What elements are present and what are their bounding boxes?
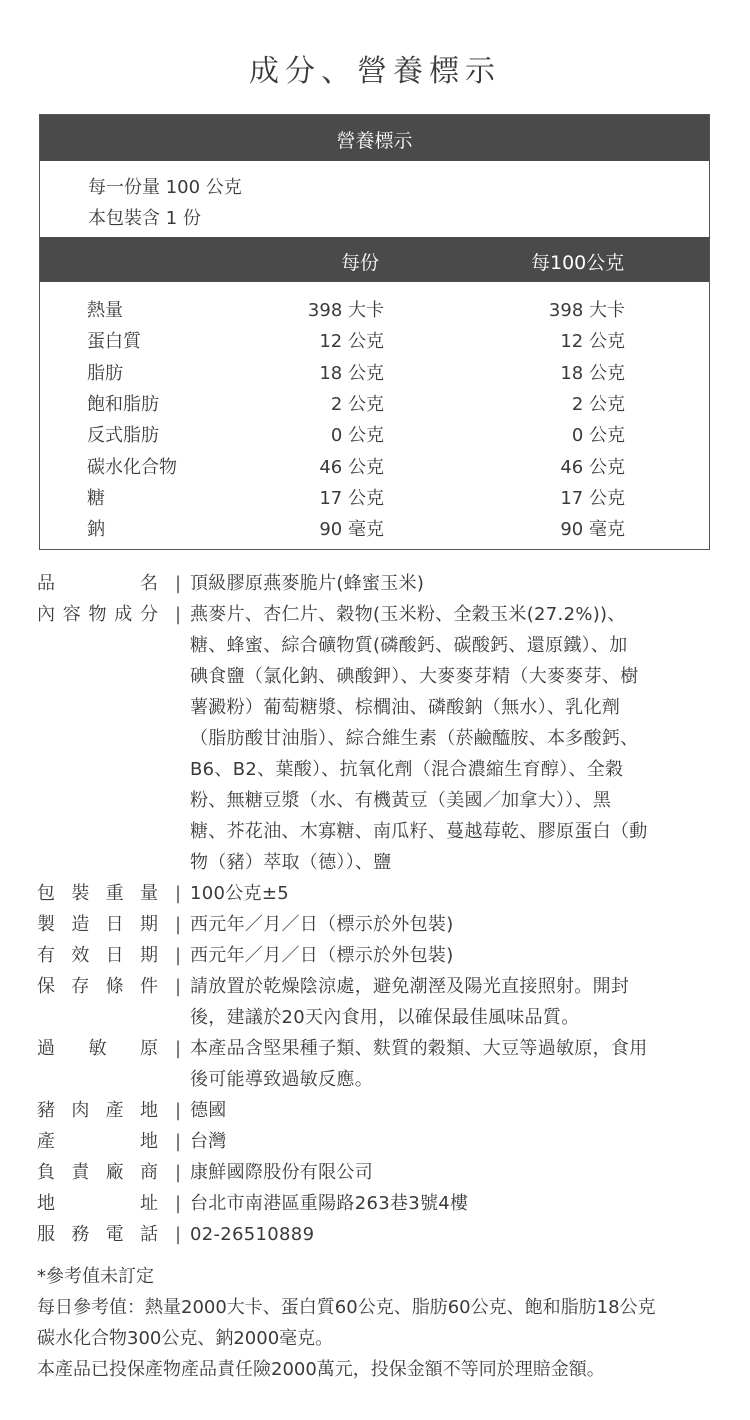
info-label-char: 量	[139, 883, 158, 904]
separator: |	[175, 1162, 182, 1183]
info-value	[190, 1219, 711, 1250]
info-label-char: 地	[139, 1100, 158, 1121]
separator: |	[175, 1131, 182, 1152]
info-value	[190, 1095, 711, 1126]
nutrition-row	[40, 515, 709, 546]
nutrient-value-per-serving: 46 公克	[319, 456, 384, 478]
info-value	[190, 1157, 711, 1188]
nutrient-value-per-100g: 90 毫克	[560, 519, 625, 541]
info-label-char: 產	[105, 1100, 124, 1121]
info-label	[37, 971, 158, 1002]
info-label-char: 重	[105, 883, 124, 904]
info-label-char: 容	[62, 604, 81, 625]
info-value-line: 西元年／月／日（標示於外包裝)	[190, 914, 454, 935]
info-label-char: 責	[71, 1162, 90, 1183]
info-label	[37, 1219, 158, 1250]
info-label-char: 電	[105, 1224, 124, 1245]
info-value-line: （脂肪酸甘油脂）、綜合維生素（菸鹼醯胺、本多酸鈣、	[190, 728, 639, 749]
nutrient-name: 糖	[87, 487, 105, 509]
servings-per-package: 本包裝含 1 份	[88, 208, 201, 229]
info-label	[37, 1188, 158, 1219]
info-label-char: 商	[139, 1162, 158, 1183]
insurance-note: 本產品已投保產物產品責任險2000萬元，投保金額不等同於理賠金額。	[37, 1359, 605, 1380]
info-label-char: 內	[37, 604, 55, 625]
info-value	[190, 940, 711, 971]
info-value-line: 燕麥片、杏仁片、穀物(玉米粉、全穀玉米(27.2%))、	[190, 604, 626, 625]
nutrient-value-per-serving: 398 大卡	[307, 300, 384, 321]
info-label-char: 日	[105, 945, 124, 966]
info-value-line: 後，建議於20天內食用，以確保最佳風味品質。	[190, 1007, 580, 1028]
info-label-char: 造	[71, 914, 90, 935]
info-row	[37, 878, 717, 909]
info-value-line: 頂級膠原燕麥脆片(蜂蜜玉米)	[190, 573, 425, 594]
separator: |	[175, 1038, 182, 1059]
separator: |	[175, 1224, 182, 1245]
info-value-line: 100公克±5	[190, 883, 289, 904]
info-label	[37, 940, 158, 971]
nutrient-value-per-serving: 90 毫克	[319, 519, 384, 541]
info-label	[37, 1095, 158, 1126]
info-label-char: 條	[105, 976, 124, 997]
info-label-char: 品	[37, 573, 55, 594]
nutrient-value-per-100g: 0 公克	[571, 425, 625, 447]
info-row	[37, 909, 717, 940]
info-label-char: 存	[71, 976, 90, 997]
daily-reference-line-2: 碳水化合物300公克、鈉2000毫克。	[37, 1328, 334, 1349]
info-label-char: 址	[140, 1193, 158, 1214]
info-row	[37, 1157, 717, 1188]
info-label-char: 負	[37, 1162, 55, 1183]
info-value-line: 粉、無糖豆漿（水、有機黃豆（美國／加拿大））、黑	[190, 790, 612, 811]
info-row	[37, 940, 717, 971]
info-label-char: 物	[88, 604, 107, 625]
info-value	[190, 1033, 711, 1095]
info-row	[37, 1095, 717, 1126]
info-value-line: 請放置於乾燥陰涼處，避免潮溼及陽光直接照射。開封	[190, 976, 630, 997]
serving-size: 每一份量 100 公克	[88, 177, 242, 198]
separator: |	[175, 945, 182, 966]
nutrition-column-header-bar	[40, 237, 709, 282]
nutrient-name: 飽和脂肪	[87, 393, 159, 415]
info-value-line: 糖、芥花油、木寡糖、南瓜籽、蔓越莓乾、膠原蛋白（動	[190, 821, 648, 842]
info-value	[190, 878, 711, 909]
nutrient-value-per-serving: 0 公克	[330, 425, 384, 447]
info-value-line: 德國	[190, 1100, 227, 1121]
nutrition-row	[40, 327, 709, 358]
info-label-char: 包	[37, 883, 55, 904]
page-title: 成分、營養標示	[249, 54, 501, 89]
nutrition-row	[40, 390, 709, 421]
nutrient-name: 反式脂肪	[87, 425, 159, 447]
info-label-char: 肉	[71, 1100, 90, 1121]
nutrition-row	[40, 359, 709, 390]
info-value-line: 西元年／月／日（標示於外包裝)	[190, 945, 454, 966]
info-label	[37, 909, 158, 940]
info-label-char: 裝	[71, 883, 90, 904]
info-value-line: 康鮮國際股份有限公司	[190, 1162, 373, 1183]
info-value-line: 台灣	[190, 1131, 227, 1152]
nutrition-row	[40, 421, 709, 452]
nutrition-header: 營養標示	[336, 130, 413, 152]
info-label-char: 有	[37, 945, 55, 966]
footnote: *參考值未訂定	[37, 1266, 154, 1287]
info-row	[37, 1126, 717, 1157]
info-row	[37, 599, 717, 878]
col-per-100g: 每100公克	[531, 252, 625, 274]
info-row	[37, 971, 717, 1033]
info-label-char: 話	[139, 1224, 158, 1245]
nutrient-value-per-100g: 12 公克	[560, 331, 625, 353]
info-label-char: 成	[114, 604, 133, 625]
separator: |	[175, 1100, 182, 1121]
info-row	[37, 1188, 717, 1219]
separator: |	[175, 883, 182, 904]
info-value-line: 碘食鹽（氯化鈉、碘酸鉀）、大麥麥芽精（大麥麥芽、樹	[190, 666, 639, 687]
info-label	[37, 1157, 158, 1188]
info-label	[37, 568, 158, 599]
info-label-char: 名	[140, 573, 158, 594]
nutrient-name: 鈉	[87, 519, 105, 541]
info-label-char: 地	[37, 1193, 55, 1214]
separator: |	[175, 604, 182, 625]
nutrition-table	[39, 114, 710, 550]
info-label	[37, 599, 158, 630]
info-row	[37, 568, 717, 599]
info-value	[190, 971, 711, 1033]
nutrient-value-per-serving: 2 公克	[330, 393, 384, 415]
info-row	[37, 1219, 717, 1250]
nutrient-value-per-serving: 18 公克	[319, 362, 384, 384]
info-label-char: 過	[37, 1038, 55, 1059]
info-label-char: 保	[37, 976, 55, 997]
nutrient-value-per-serving: 12 公克	[319, 331, 384, 353]
info-value-line: 物（豬）萃取（德））、鹽	[190, 852, 392, 873]
info-label	[37, 878, 158, 909]
info-value	[190, 599, 711, 878]
info-value-line: 薯澱粉）葡萄糖漿、棕櫚油、磷酸鈉（無水）、乳化劑	[190, 697, 621, 718]
info-label-char: 地	[140, 1131, 158, 1152]
info-value-line: 糖、蜂蜜、綜合礦物質(磷酸鈣、碳酸鈣、還原鐵）、加	[190, 635, 628, 656]
info-row	[37, 1033, 717, 1095]
info-label-char: 敏	[88, 1038, 107, 1059]
info-label-char: 分	[140, 604, 158, 625]
nutrient-name: 熱量	[87, 300, 123, 321]
nutrition-row	[40, 484, 709, 515]
info-label-char: 效	[71, 945, 90, 966]
info-label-char: 服	[37, 1224, 55, 1245]
nutrition-header-bar	[40, 115, 709, 161]
separator: |	[175, 1193, 182, 1214]
info-label-char: 期	[139, 914, 158, 935]
info-value	[190, 1126, 711, 1157]
nutrition-row	[40, 296, 709, 327]
nutrient-value-per-100g: 398 大卡	[548, 300, 625, 321]
info-label-char: 件	[139, 976, 158, 997]
info-label-char: 產	[37, 1131, 55, 1152]
info-value-line: 02-26510889	[190, 1224, 315, 1245]
info-value	[190, 909, 711, 940]
info-value-line: B6、B2、葉酸）、抗氧化劑（混合濃縮生育醇）、全穀	[190, 759, 624, 780]
info-value	[190, 568, 711, 599]
info-label-char: 日	[105, 914, 124, 935]
info-label-char: 製	[37, 914, 55, 935]
info-label-char: 期	[139, 945, 158, 966]
separator: |	[175, 914, 182, 935]
nutrient-value-per-100g: 17 公克	[560, 487, 625, 509]
info-label	[37, 1033, 158, 1064]
nutrient-name: 脂肪	[87, 362, 123, 384]
info-value-line: 本產品含堅果種子類、麩質的穀類、大豆等過敏原，食用	[190, 1038, 648, 1059]
nutrient-value-per-100g: 18 公克	[560, 362, 625, 384]
info-label	[37, 1126, 158, 1157]
nutrient-value-per-100g: 2 公克	[571, 393, 625, 415]
separator: |	[175, 573, 182, 594]
daily-reference-line-1: 每日參考值：熱量2000大卡、蛋白質60公克、脂肪60公克、飽和脂肪18公克	[37, 1297, 656, 1318]
info-value-line: 後可能導致過敏反應。	[190, 1069, 373, 1090]
nutrition-row	[40, 453, 709, 484]
info-label-char: 廠	[105, 1162, 124, 1183]
info-value-line: 台北市南港區重陽路263巷3號4樓	[190, 1193, 469, 1214]
info-label-char: 豬	[37, 1100, 55, 1121]
info-label-char: 原	[140, 1038, 158, 1059]
nutrient-name: 蛋白質	[87, 331, 141, 353]
info-value	[190, 1188, 711, 1219]
col-per-serving: 每份	[341, 252, 380, 274]
separator: |	[175, 976, 182, 997]
nutrient-value-per-100g: 46 公克	[560, 456, 625, 478]
nutrient-name: 碳水化合物	[87, 456, 177, 478]
info-label-char: 務	[71, 1224, 90, 1245]
nutrient-value-per-serving: 17 公克	[319, 487, 384, 509]
